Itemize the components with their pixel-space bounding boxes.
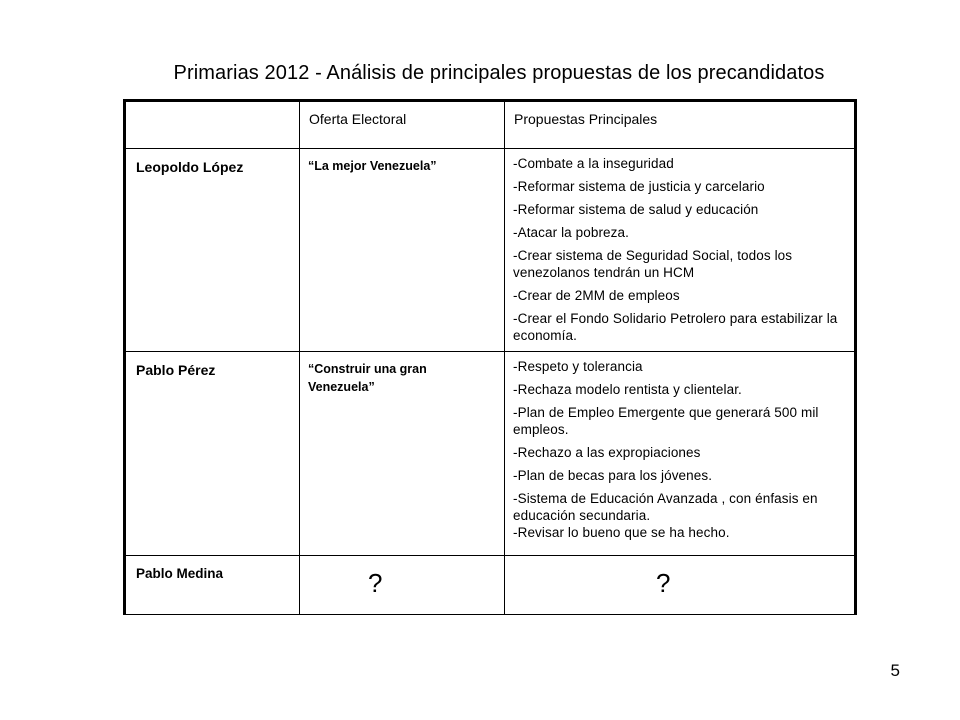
header-cell-oferta: Oferta Electoral	[300, 101, 505, 149]
candidate-slogan: “La mejor Venezuela”	[300, 149, 505, 352]
proposal-item: -Respeto y tolerancia	[513, 359, 643, 374]
table-header-row	[125, 101, 856, 149]
proposal-item: -Reformar sistema de salud y educación	[513, 202, 759, 217]
candidate-name: Pablo Pérez	[125, 352, 300, 556]
page-number: 5	[890, 661, 900, 680]
question-mark: ?	[656, 568, 671, 598]
proposal-item: -Revisar lo bueno que se ha hecho.	[513, 525, 730, 540]
question-mark: ?	[368, 568, 383, 598]
proposal-item: -Combate a la inseguridad	[513, 156, 674, 171]
proposal-item: -Crear sistema de Seguridad Social, todos los venezolanos tendrán un HCM	[513, 248, 793, 280]
candidate-proposals	[505, 149, 856, 352]
table-row	[125, 352, 856, 556]
candidate-slogan-unknown	[300, 556, 505, 615]
header-cell-propuestas: Propuestas Principales	[505, 101, 856, 149]
proposal-item: -Crear el Fondo Solidario Petrolero para estabilizar la economía.	[513, 311, 838, 343]
proposal-item: -Crear de 2MM de empleos	[513, 288, 680, 303]
proposals-table	[123, 99, 857, 615]
proposal-item: -Atacar la pobreza.	[513, 225, 629, 240]
candidate-name: Leopoldo López	[125, 149, 300, 352]
header-cell-empty	[125, 101, 300, 149]
candidate-slogan: “Construir una gran Venezuela”	[300, 352, 505, 556]
proposal-item: -Reformar sistema de justicia y carcelario	[513, 179, 765, 194]
candidate-name: Pablo Medina	[125, 556, 300, 615]
candidate-proposals-unknown	[505, 556, 856, 615]
proposal-item: -Rechazo a las expropiaciones	[513, 445, 701, 460]
candidate-proposals	[505, 352, 856, 556]
proposal-item: -Plan de becas para los jóvenes.	[513, 468, 713, 483]
slide-title: Primarias 2012 - Análisis de principales propuestas de los precandidatos	[173, 62, 825, 84]
proposal-item: -Plan de Empleo Emergente que generará 500 mil empleos.	[513, 405, 819, 437]
proposal-item: -Sistema de Educación Avanzada , con énfasis en educación secundaria.	[513, 491, 818, 523]
table-row	[125, 556, 856, 615]
proposal-item: -Rechaza modelo rentista y clientelar.	[513, 382, 742, 397]
table-row	[125, 149, 856, 352]
